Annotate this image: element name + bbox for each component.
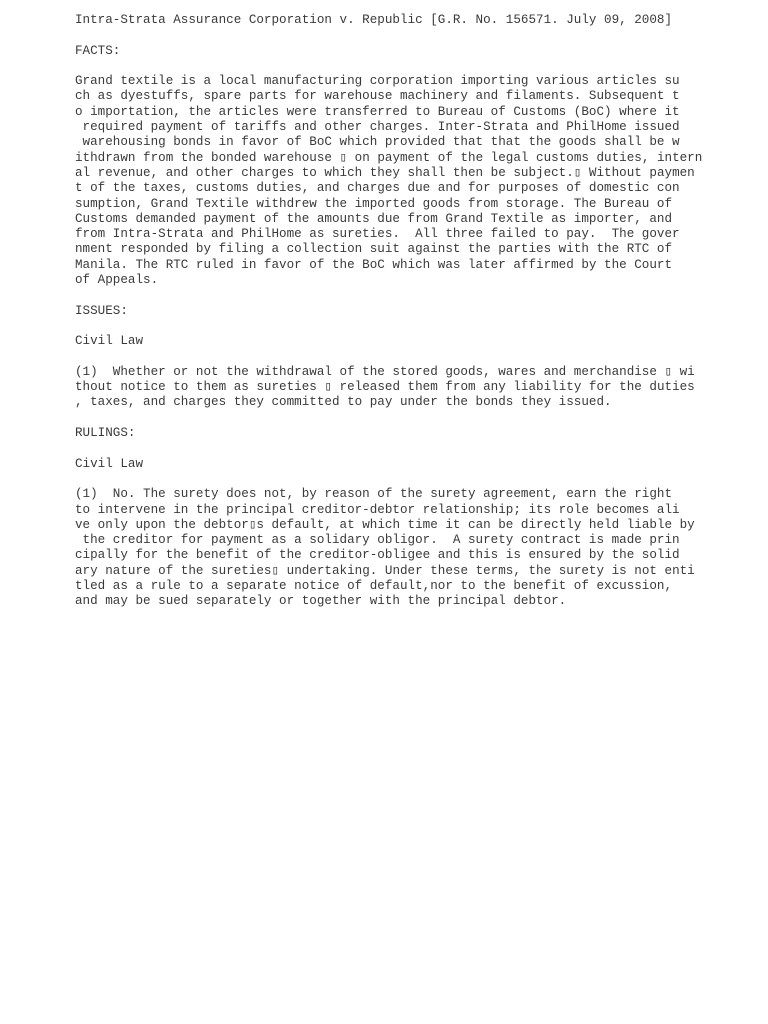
facts-line: t of the taxes, customs duties, and charges due and for purposes of domestic con bbox=[75, 181, 680, 196]
rulings-paragraph bbox=[75, 487, 715, 609]
rulings-line: and may be sued separately or together with the principal debtor. bbox=[75, 594, 567, 609]
facts-line: al revenue, and other charges to which they shall then be subject.▯ Without paymen bbox=[75, 165, 695, 180]
rulings-line: ary nature of the sureties▯ undertaking. Under these terms, the surety is not enti bbox=[75, 563, 695, 578]
facts-paragraph bbox=[75, 74, 715, 288]
issues-line: , taxes, and charges they committed to pay under the bonds they issued. bbox=[75, 395, 612, 410]
facts-line: warehousing bonds in favor of BoC which provided that that the goods shall be w bbox=[75, 135, 680, 150]
facts-line: of Appeals. bbox=[75, 273, 159, 288]
facts-line: Customs demanded payment of the amounts due from Grand Textile as importer, and bbox=[75, 211, 673, 226]
facts-heading: FACTS: bbox=[75, 43, 121, 58]
facts-line: o importation, the articles were transferred to Bureau of Customs (BoC) where it bbox=[75, 104, 680, 119]
rulings-line: ve only upon the debtor▯s default, at which time it can be directly held liable by bbox=[75, 517, 695, 532]
rulings-heading-block bbox=[75, 426, 715, 441]
facts-line: ch as dyestuffs, spare parts for warehouse machinery and filaments. Subsequent t bbox=[75, 89, 680, 104]
issues-subheading: Civil Law bbox=[75, 334, 144, 349]
facts-line: ithdrawn from the bonded warehouse ▯ on payment of the legal customs duties, intern bbox=[75, 150, 703, 165]
facts-line: nment responded by filing a collection suit against the parties with the RTC of bbox=[75, 242, 673, 257]
issues-paragraph bbox=[75, 365, 715, 411]
case-title-block bbox=[75, 13, 715, 28]
rulings-line: tled as a rule to a separate notice of default,nor to the benefit of excussion, bbox=[75, 578, 673, 593]
rulings-subheading-block bbox=[75, 457, 715, 472]
facts-line: Manila. The RTC ruled in favor of the BoC which was later affirmed by the Court bbox=[75, 257, 673, 272]
issues-subheading-block bbox=[75, 334, 715, 349]
rulings-line: to intervene in the principal creditor-debtor relationship; its role becomes ali bbox=[75, 502, 680, 517]
facts-line: required payment of tariffs and other charges. Inter-Strata and PhilHome issued bbox=[75, 120, 680, 135]
issues-heading: ISSUES: bbox=[75, 303, 128, 318]
facts-line: Grand textile is a local manufacturing corporation importing various articles su bbox=[75, 74, 680, 89]
rulings-line: cipally for the benefit of the creditor-obligee and this is ensured by the solid bbox=[75, 548, 680, 563]
facts-line: sumption, Grand Textile withdrew the imported goods from storage. The Bureau of bbox=[75, 196, 673, 211]
issues-line: thout notice to them as sureties ▯ released them from any liability for the duties bbox=[75, 380, 695, 395]
issues-heading-block bbox=[75, 304, 715, 319]
document-page bbox=[75, 13, 715, 625]
rulings-subheading: Civil Law bbox=[75, 456, 144, 471]
rulings-heading: RULINGS: bbox=[75, 426, 136, 441]
rulings-line: (1) No. The surety does not, by reason of the surety agreement, earn the right bbox=[75, 487, 673, 502]
facts-line: from Intra-Strata and PhilHome as sureties. All three failed to pay. The gover bbox=[75, 227, 680, 242]
rulings-line: the creditor for payment as a solidary obligor. A surety contract is made prin bbox=[75, 533, 680, 548]
facts-heading-block bbox=[75, 44, 715, 59]
case-title: Intra-Strata Assurance Corporation v. Republic [G.R. No. 156571. July 09, 2008] bbox=[75, 13, 673, 27]
issues-line: (1) Whether or not the withdrawal of the stored goods, wares and merchandise ▯ wi bbox=[75, 364, 695, 379]
